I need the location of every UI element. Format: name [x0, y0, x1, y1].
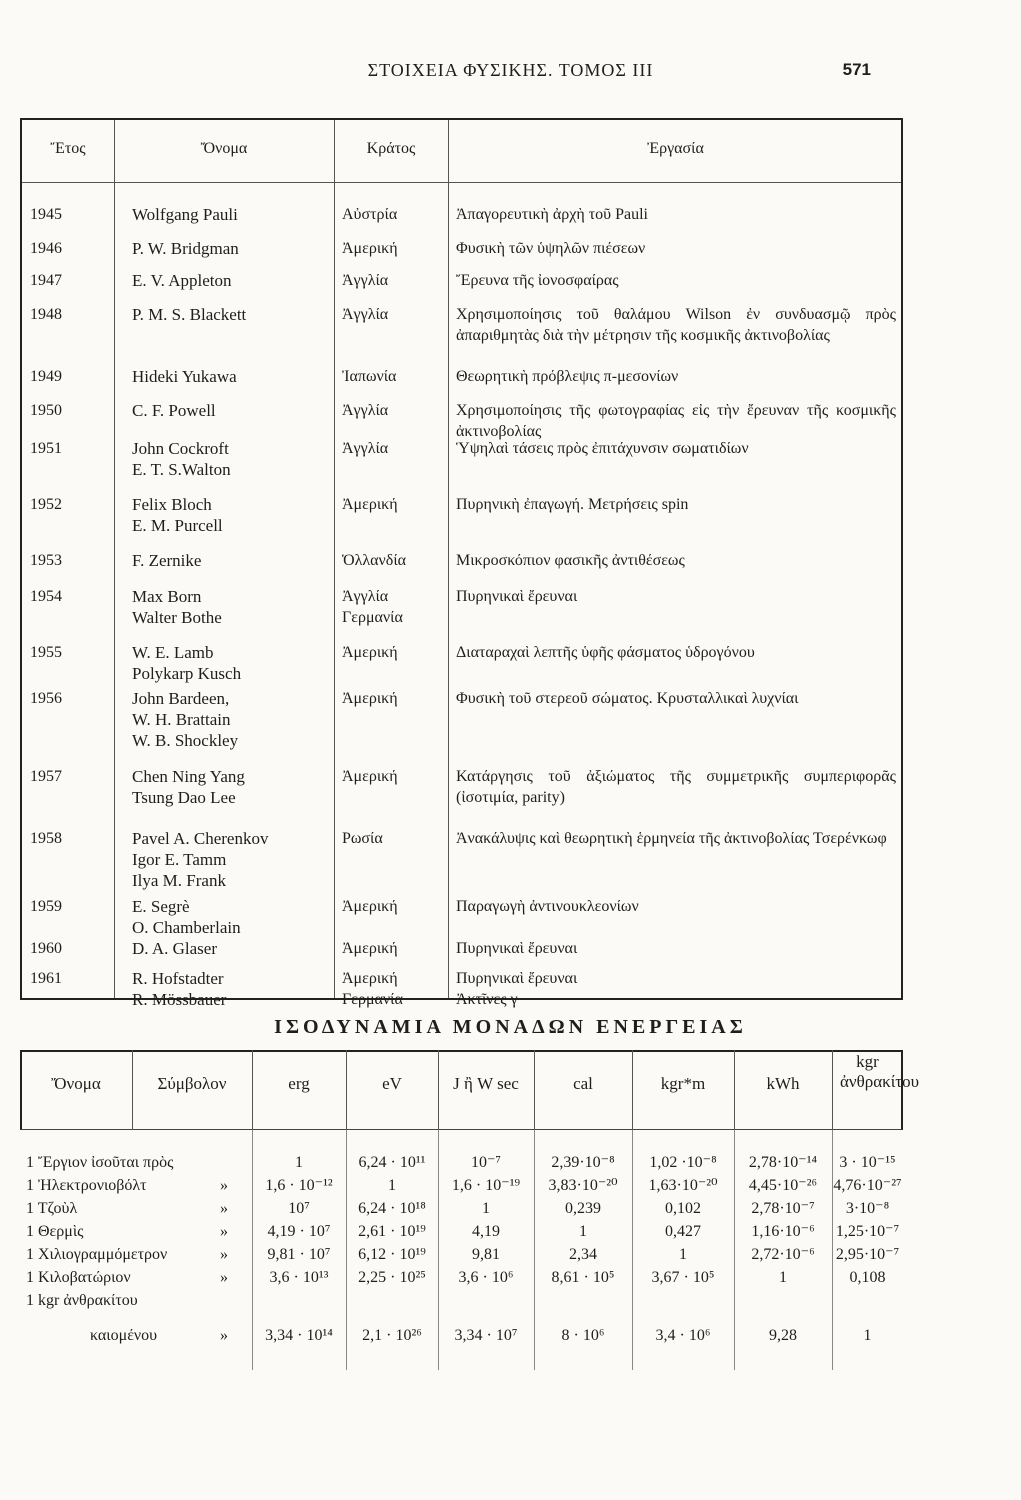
laureate-name: Felix Bloch	[132, 495, 212, 514]
country-cell	[342, 688, 452, 709]
laureate-name: Ilya M. Frank	[132, 871, 226, 890]
name-cell	[132, 896, 332, 938]
work-cell	[456, 238, 896, 259]
value-cell: 1,25·10⁻⁷	[835, 1223, 900, 1240]
value-cell: 0,427	[665, 1223, 701, 1240]
year-cell: 1951	[30, 440, 62, 457]
laureate-name: Igor E. Tamm	[132, 850, 227, 869]
value-cell: 1,63·10⁻²⁰	[648, 1177, 718, 1194]
laureate-name: P. M. S. Blackett	[132, 305, 247, 324]
laureate-name: C. F. Powell	[132, 401, 216, 420]
laureate-name: E. T. S.Walton	[132, 460, 231, 479]
value-cell: 0,108	[849, 1269, 886, 1286]
work-cell	[456, 550, 896, 571]
column-header-work: Ἐργασία	[647, 140, 704, 157]
year-cell: 1958	[30, 830, 62, 847]
country-name: Ἀγγλία	[342, 588, 389, 605]
table-row	[20, 1198, 903, 1222]
country-name: Αὐστρία	[342, 206, 398, 223]
value-cell: 3·10⁻⁸	[845, 1200, 890, 1217]
country-name: Ἀγγλία	[342, 306, 389, 323]
value-cell: 3 · 10⁻¹⁵	[839, 1154, 896, 1171]
laureate-name: Tsung Dao Lee	[132, 788, 236, 807]
work-cell	[456, 938, 896, 959]
country-cell	[342, 494, 452, 515]
unit-name: 1 Κιλοβατώριον	[26, 1269, 131, 1286]
name-cell	[132, 828, 332, 891]
laureate-name: John Bardeen,	[132, 689, 230, 708]
column-header: Σύμβολον	[157, 1074, 227, 1093]
country-name: Ἀμερική	[342, 690, 398, 707]
laureate-name: W. H. Brattain	[132, 710, 231, 729]
work-cell	[456, 438, 896, 459]
laureate-name: E. V. Appleton	[132, 271, 232, 290]
work-description: Πυρηνικὴ ἐπαγωγή. Μετρήσεις spin	[456, 496, 689, 513]
value-cell: 6,12 · 10¹⁹	[358, 1246, 426, 1263]
column-divider	[334, 120, 335, 998]
work-cell	[456, 896, 896, 917]
laureate-name: W. E. Lamb	[132, 643, 214, 662]
work-cell	[456, 968, 896, 1010]
name-cell	[132, 586, 332, 628]
laureate-name: O. Chamberlain	[132, 918, 241, 937]
value-cell: 2,72·10⁻⁶	[751, 1246, 815, 1263]
country-cell	[342, 586, 452, 628]
ditto-mark: »	[220, 1246, 228, 1263]
country-name: Ἀγγλία	[342, 272, 389, 289]
country-cell	[342, 304, 452, 325]
table-row	[20, 1221, 903, 1245]
year-cell: 1953	[30, 552, 62, 569]
column-divider	[114, 120, 115, 998]
country-cell	[342, 270, 452, 291]
laureate-name: R. Hofstadter	[132, 969, 224, 988]
page-number: 571	[842, 60, 871, 79]
table-row	[20, 1267, 903, 1291]
name-cell	[132, 304, 332, 325]
value-cell: 2,34	[569, 1246, 597, 1263]
work-cell	[456, 642, 896, 663]
table-row	[20, 1290, 903, 1314]
year-cell: 1945	[30, 206, 62, 223]
name-cell	[132, 494, 332, 536]
value-cell: 3,67 · 10⁵	[651, 1269, 715, 1286]
laureate-name: Hideki Yukawa	[132, 367, 237, 386]
work-description: Πυρηνικαὶ ἔρευναι	[456, 940, 578, 957]
work-cell	[456, 688, 896, 709]
unit-name: 1 Τζοὺλ	[26, 1200, 78, 1217]
work-description: Ἀνακάλυψις καὶ θεωρητικὴ ἑρμηνεία τῆς ἀκτινοβολίας Τσερένκωφ	[456, 830, 887, 847]
unit-name: 1 Χιλιογραμμόμετρον	[26, 1246, 168, 1263]
work-cell	[456, 204, 896, 225]
ditto-mark: »	[220, 1223, 228, 1240]
year-cell: 1950	[30, 402, 62, 419]
column-header: kgr ἀνθρακίτου	[840, 1052, 920, 1091]
country-name: Ἀμερική	[342, 898, 398, 915]
laureate-name: D. A. Glaser	[132, 939, 217, 958]
work-cell	[456, 494, 896, 515]
unit-name: 1 Ἔργιον ἰσοῦται πρὸς	[26, 1154, 174, 1171]
value-cell: 3,83·10⁻²⁰	[548, 1177, 618, 1194]
ditto-mark: »	[220, 1269, 228, 1286]
value-cell: 1	[779, 1269, 787, 1286]
work-description: Παραγωγὴ ἀντινουκλεονίων	[456, 898, 639, 915]
year-cell: 1948	[30, 306, 62, 323]
country-cell	[342, 642, 452, 663]
country-cell	[342, 896, 452, 917]
year-cell: 1961	[30, 970, 62, 987]
unit-name: 1 kgr ἀνθρακίτου	[26, 1292, 138, 1309]
country-cell	[342, 550, 452, 571]
value-cell: 1	[579, 1223, 587, 1240]
country-name: Ἀγγλία	[342, 440, 389, 457]
value-cell: 2,78·10⁻⁷	[751, 1200, 815, 1217]
year-cell: 1956	[30, 690, 62, 707]
work-cell	[456, 366, 896, 387]
value-cell: 1,02 ·10⁻⁸	[649, 1154, 717, 1171]
name-cell	[132, 766, 332, 808]
laureate-name: Max Born	[132, 587, 202, 606]
unit-name: 1 Ἠλεκτρονιοβόλτ	[26, 1177, 147, 1194]
value-cell: 10⁷	[288, 1200, 310, 1217]
column-header: erg	[288, 1074, 310, 1093]
work-description: Μικροσκόπιον φασικῆς ἀντιθέσεως	[456, 552, 685, 569]
value-cell: 3,34 · 10¹⁴	[265, 1327, 333, 1344]
year-cell: 1949	[30, 368, 62, 385]
country-cell	[342, 766, 452, 787]
name-cell	[132, 204, 332, 225]
value-cell: 3,4 · 10⁶	[655, 1327, 711, 1344]
work-description: Χρησιμοποίησις τῆς φωτογραφίας εἰς τὴν ἔρευναν τῆς κοσμικῆς ἀκτινοβολίας	[456, 402, 896, 440]
work-description: Πυρηνικαὶ ἔρευναι	[456, 970, 578, 987]
country-name: Ἀμερική	[342, 240, 398, 257]
page-header	[0, 60, 1021, 90]
laureate-name: John Cockroft	[132, 439, 229, 458]
laureate-name: E. Segrè	[132, 897, 190, 916]
book-title: ΣΤΟΙΧΕΙΑ ΦΥΣΙΚΗΣ. ΤΟΜΟΣ ΙΙΙ	[367, 60, 654, 80]
laureate-name: W. B. Shockley	[132, 731, 239, 750]
work-cell	[456, 400, 896, 442]
work-description: Ἀπαγορευτικὴ ἀρχὴ τοῦ Pauli	[456, 206, 648, 223]
value-cell: 9,81	[472, 1246, 500, 1263]
energy-equivalence-table	[20, 1050, 920, 1370]
country-name: Ἀμερική	[342, 940, 398, 957]
value-cell: 1,16·10⁻⁶	[751, 1223, 815, 1240]
nobel-prize-table	[20, 118, 903, 1009]
work-cell	[456, 304, 896, 346]
name-cell	[132, 238, 332, 259]
name-cell	[132, 550, 332, 571]
name-cell	[132, 688, 332, 751]
year-cell: 1955	[30, 644, 62, 661]
laureate-name: F. Zernike	[132, 551, 202, 570]
country-name: Γερμανία	[342, 609, 403, 626]
laureate-name: Polykarp Kusch	[132, 664, 242, 683]
column-header-country: Κράτος	[366, 140, 416, 157]
work-description: Πυρηνικαὶ ἔρευναι	[456, 588, 578, 605]
year-cell: 1954	[30, 588, 62, 605]
work-description: Ἀκτῖνες γ	[456, 991, 518, 1008]
laureate-name: E. M. Purcell	[132, 516, 223, 535]
value-cell: 8,61 · 10⁵	[551, 1269, 615, 1286]
work-cell	[456, 766, 896, 808]
table-row	[20, 1244, 903, 1268]
laureate-name: Wolfgang Pauli	[132, 205, 238, 224]
energy-table-title: ΙΣΟΔΥΝΑΜΙΑ ΜΟΝΑΔΩΝ ΕΝΕΡΓΕΙΑΣ	[274, 1016, 747, 1038]
ditto-mark: »	[220, 1327, 228, 1344]
value-cell: 1	[482, 1200, 490, 1217]
name-cell	[132, 642, 332, 684]
country-cell	[342, 938, 452, 959]
table-row	[20, 1152, 903, 1176]
work-description: Φυσικὴ τῶν ὑψηλῶν πιέσεων	[456, 240, 646, 257]
column-header: eV	[382, 1074, 402, 1093]
value-cell: 6,24 · 10¹¹	[358, 1154, 426, 1171]
country-name: Ἀμερική	[342, 496, 398, 513]
unit-name: καιομένου	[90, 1327, 158, 1344]
work-cell	[456, 586, 896, 607]
country-name: Ἀμερική	[342, 970, 398, 987]
column-header-year: Ἔτος	[50, 140, 86, 157]
country-name: Γερμανία	[342, 991, 403, 1008]
value-cell: 8 · 10⁶	[561, 1327, 605, 1344]
value-cell: 0,239	[565, 1200, 601, 1217]
value-cell: 1,6 · 10⁻¹²	[265, 1177, 333, 1194]
country-name: Ἀγγλία	[342, 402, 389, 419]
value-cell: 1,6 · 10⁻¹⁹	[451, 1177, 521, 1194]
work-cell	[456, 270, 896, 291]
laureate-name: P. W. Bridgman	[132, 239, 239, 258]
name-cell	[132, 366, 332, 387]
column-header: kWh	[766, 1074, 800, 1093]
value-cell: 2,61 · 10¹⁹	[358, 1223, 426, 1240]
work-cell	[456, 828, 896, 849]
value-cell: 2,25 · 10²⁵	[358, 1269, 426, 1286]
country-name: Ρωσία	[342, 830, 383, 847]
year-cell: 1959	[30, 898, 62, 915]
value-cell: 0,102	[665, 1200, 701, 1217]
value-cell: 4,19 · 10⁷	[267, 1223, 331, 1240]
name-cell	[132, 968, 332, 1010]
country-cell	[342, 400, 452, 421]
work-description: Ἔρευνα τῆς ἰονοσφαίρας	[456, 272, 619, 289]
year-cell: 1947	[30, 272, 62, 289]
work-description: Κατάργησις τοῦ ἀξιώματος τῆς συμμετρικῆς συμπεριφορᾶς (ἰσοτιμία, parity)	[456, 768, 896, 806]
value-cell: 4,19	[472, 1223, 500, 1240]
table-row	[20, 1325, 903, 1349]
year-cell: 1960	[30, 940, 62, 957]
country-name: Ἀμερική	[342, 768, 398, 785]
value-cell: 2,78·10⁻¹⁴	[748, 1154, 818, 1171]
laureate-name: Chen Ning Yang	[132, 767, 245, 786]
value-cell: 1	[679, 1246, 687, 1263]
value-cell: 4,45·10⁻²⁶	[748, 1177, 818, 1194]
country-cell	[342, 204, 452, 225]
country-name: Ὁλλανδία	[342, 552, 407, 569]
work-description: Ὑψηλαὶ τάσεις πρὸς ἐπιτάχυνσιν σωματιδίων	[456, 440, 749, 457]
value-cell: 6,24 · 10¹⁸	[358, 1200, 426, 1217]
column-header: cal	[573, 1074, 593, 1093]
year-cell: 1946	[30, 240, 62, 257]
country-cell	[342, 828, 452, 849]
header-divider	[22, 182, 901, 183]
country-cell	[342, 238, 452, 259]
unit-name: 1 Θερμὶς	[26, 1223, 84, 1240]
name-cell	[132, 438, 332, 480]
country-cell	[342, 438, 452, 459]
value-cell: 9,28	[769, 1327, 797, 1344]
column-header-name: Ὄνομα	[200, 140, 248, 157]
value-cell: 1	[863, 1327, 872, 1344]
country-cell	[342, 968, 452, 1010]
column-header: kgr*m	[660, 1074, 706, 1093]
year-cell: 1957	[30, 768, 62, 785]
work-description: Διαταραχαὶ λεπτῆς ὑφῆς φάσματος ὑδρογόνου	[456, 644, 755, 661]
year-cell: 1952	[30, 496, 62, 513]
table-row	[20, 1175, 903, 1199]
laureate-name: R. Mössbauer	[132, 990, 227, 1009]
work-description: Θεωρητικὴ πρόβλεψις π-μεσονίων	[456, 368, 679, 385]
value-cell: 4,76·10⁻²⁷	[833, 1177, 902, 1194]
country-name: Ἀμερική	[342, 644, 398, 661]
column-header: J ἢ W sec	[453, 1074, 519, 1093]
ditto-mark: »	[220, 1200, 228, 1217]
laureate-name: Pavel A. Cherenkov	[132, 829, 269, 848]
name-cell	[132, 270, 332, 291]
ditto-mark: »	[220, 1177, 228, 1194]
column-header: Ὄνομα	[51, 1074, 101, 1093]
value-cell: 10⁻⁷	[470, 1154, 502, 1171]
value-cell: 2,1 · 10²⁶	[362, 1327, 422, 1344]
value-cell: 1	[295, 1154, 303, 1171]
value-cell: 3,34 · 10⁷	[454, 1327, 518, 1344]
country-cell	[342, 366, 452, 387]
value-cell: 9,81 · 10⁷	[267, 1246, 331, 1263]
name-cell	[132, 938, 332, 959]
work-description: Φυσικὴ τοῦ στερεοῦ σώματος. Κρυσταλλικαὶ λυχνίαι	[456, 690, 799, 707]
value-cell: 1	[388, 1177, 396, 1194]
laureate-name: Walter Bothe	[132, 608, 222, 627]
value-cell: 2,39·10⁻⁸	[551, 1154, 615, 1171]
value-cell: 3,6 · 10⁶	[458, 1269, 514, 1286]
name-cell	[132, 400, 332, 421]
value-cell: 3,6 · 10¹³	[269, 1269, 329, 1286]
country-name: Ἰαπωνία	[342, 368, 397, 385]
value-cell: 2,95·10⁻⁷	[835, 1246, 900, 1263]
work-description: Χρησιμοποίησις τοῦ θαλάμου Wilson ἐν συνδυασμῷ πρὸς ἀπαριθμητὰς διὰ τὴν μέτρησιν τῆς κοσμικῆς ἀκτινοβολίας	[456, 306, 896, 344]
